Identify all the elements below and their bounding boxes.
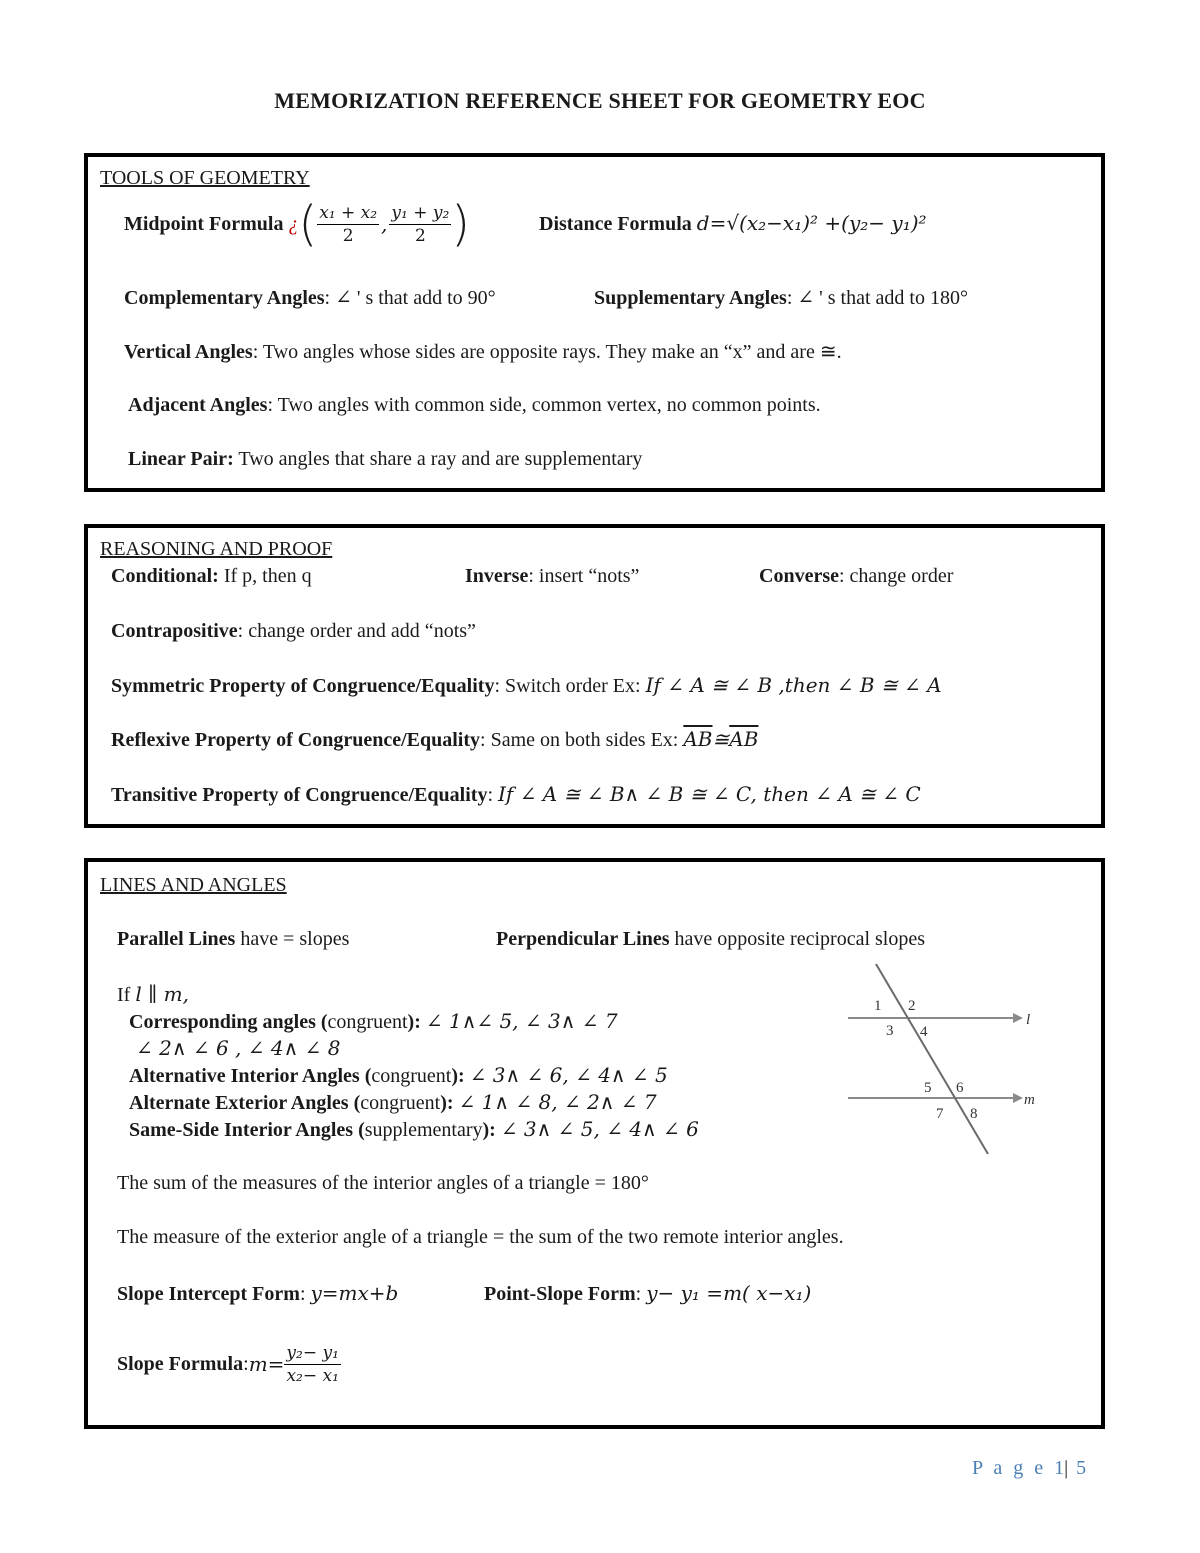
slope-formula-label: Slope Formula: [117, 1352, 244, 1375]
corresponding-paren: congruent: [327, 1011, 408, 1033]
parallel-text: have = slopes: [235, 928, 350, 950]
inverse: [465, 565, 639, 588]
adjacent-text: : Two angles with common side, common vertex, no common points.: [267, 394, 821, 416]
supplementary-label: Supplementary Angles: [594, 287, 787, 309]
slope-denominator: x₂− x₁: [286, 1365, 339, 1386]
vertical-angles: [124, 339, 842, 364]
same-side-interior-angles: [129, 1117, 699, 1142]
transitive-label: Transitive Property of Congruence/Equality: [111, 784, 488, 806]
contrapositive-label: Contrapositive: [111, 620, 238, 642]
midpoint-y-den: 2: [414, 225, 426, 246]
perpendicular-label: Perpendicular Lines: [496, 928, 670, 950]
perpendicular-text: have opposite reciprocal slopes: [669, 928, 925, 950]
reflexive-segment-1: $\overline{AB}$: [683, 727, 713, 751]
symmetric-property: [111, 673, 942, 698]
reflexive-segment-2: $\overline{AB}$: [729, 727, 759, 751]
parallel-lines-transversal-figure: [838, 952, 1036, 1166]
if-parallel: [117, 982, 189, 1007]
adjacent-angles: [128, 394, 821, 417]
transitive-text: :: [487, 784, 499, 806]
alt-interior-label: Alternative Interior Angles (: [129, 1065, 372, 1087]
slope-intercept-form: [117, 1281, 398, 1306]
corresponding-label: Corresponding angles (: [129, 1011, 328, 1033]
linear-pair: [128, 448, 642, 471]
figure-background: [838, 952, 1036, 1166]
vertical-label: Vertical Angles: [124, 341, 253, 363]
corresponding-close: ):: [407, 1011, 421, 1033]
linear-text: Two angles that share a ray and are supplementary: [233, 448, 643, 470]
page-word: P a g e: [972, 1457, 1047, 1479]
complementary-text: : ∠ ' s that add to 90°: [324, 287, 496, 309]
conditional: [111, 565, 312, 588]
page-separator: |: [1064, 1457, 1069, 1479]
page-number: 1: [1054, 1457, 1065, 1479]
slope-numerator: y₂− y₁: [286, 1342, 339, 1363]
figure-label-m: m: [1024, 1092, 1035, 1108]
same-side-math: ∠ 3∧ ∠ 5, ∠ 4∧ ∠ 6: [500, 1117, 699, 1141]
if-text: If: [117, 984, 136, 1006]
same-side-label: Same-Side Interior Angles (: [129, 1119, 365, 1141]
alternate-exterior-angles: [129, 1090, 657, 1115]
supplementary-text: : ∠ ' s that add to 180°: [786, 287, 968, 309]
figure-label-n5: 5: [924, 1080, 932, 1096]
conditional-text: If p, then q: [218, 565, 312, 587]
figure-label-l: l: [1026, 1012, 1031, 1028]
conditional-label: Conditional:: [111, 565, 219, 587]
alt-interior-close: ):: [451, 1065, 465, 1087]
complementary-label: Complementary Angles: [124, 287, 325, 309]
midpoint-glyph: ¿: [288, 212, 299, 235]
figure-label-n4: 4: [920, 1024, 928, 1040]
contrapositive: [111, 620, 476, 643]
symmetric-math: If ∠ A ≅ ∠ B ,then ∠ B ≅ ∠ A: [645, 673, 942, 697]
section-heading: LINES AND ANGLES: [100, 874, 287, 896]
figure-label-n7: 7: [936, 1106, 944, 1122]
midpoint-formula: Midpoint Formula ¿ ( $\frac{\text{x₁ + x₂}}{2}$ , $\frac{\text{y₁ + y₂}}{2}$ ): [124, 196, 471, 252]
transitive-math: If ∠ A ≅ ∠ B∧ ∠ B ≅ ∠ C, then ∠ A ≅ ∠ C: [498, 782, 921, 806]
point-slope-label: Point-Slope Form: [484, 1283, 636, 1305]
adjacent-label: Adjacent Angles: [128, 394, 268, 416]
alt-exterior-paren: congruent: [360, 1092, 441, 1114]
exterior-angle-theorem: The measure of the exterior angle of a triangle = the sum of the two remote interior angles.: [117, 1226, 844, 1248]
parallel-label: Parallel Lines: [117, 928, 236, 950]
alt-exterior-math: ∠ 1∧ ∠ 8, ∠ 2∧ ∠ 7: [458, 1090, 657, 1114]
converse-text: : change order: [838, 565, 954, 587]
complementary-angles: [124, 285, 496, 310]
figure-label-n1: 1: [874, 998, 882, 1014]
converse: [759, 565, 953, 588]
symmetric-text: : Switch order Ex:: [494, 675, 646, 697]
page-title: MEMORIZATION REFERENCE SHEET FOR GEOMETRY EOC: [274, 88, 926, 113]
distance-math: d=√(x₂−x₁)² +(y₂− y₁)²: [696, 211, 927, 235]
slope-intercept-math: y=mx+b: [310, 1281, 399, 1305]
slope-formula-m: m=: [248, 1352, 285, 1376]
reflexive-property: [111, 727, 758, 752]
page-footer: [972, 1457, 1086, 1480]
slope-intercept-text: :: [299, 1283, 311, 1305]
corresponding-angles-cont: [136, 1036, 340, 1061]
midpoint-x-den: 2: [342, 225, 354, 246]
tools-of-geometry-section: [84, 153, 1105, 492]
section-heading: TOOLS OF GEOMETRY: [100, 167, 310, 189]
reflexive-congruent: ≅: [712, 727, 730, 751]
slope-formula: [117, 1334, 341, 1394]
alternative-interior-angles: [129, 1063, 668, 1088]
right-paren: ): [451, 196, 471, 252]
distance-label: Distance Formula: [539, 213, 692, 235]
corresponding-angles: [129, 1009, 618, 1034]
section-heading: REASONING AND PROOF: [100, 538, 333, 560]
reflexive-label: Reflexive Property of Congruence/Equality: [111, 729, 481, 751]
alt-interior-math: ∠ 3∧ ∠ 6, ∠ 4∧ ∠ 5: [469, 1063, 668, 1087]
supplementary-angles: [594, 285, 968, 310]
figure-label-n3: 3: [886, 1023, 894, 1039]
midpoint-x-fraction: [317, 202, 379, 247]
figure-label-n2: 2: [908, 998, 916, 1014]
figure-label-n6: 6: [956, 1080, 964, 1096]
symmetric-label: Symmetric Property of Congruence/Equality: [111, 675, 495, 697]
corresponding-math-1: ∠ 1∧∠ 5, ∠ 3∧ ∠ 7: [425, 1009, 618, 1033]
point-slope-text: :: [635, 1283, 647, 1305]
reasoning-and-proof-section: [84, 524, 1105, 828]
same-side-paren: supplementary: [364, 1119, 483, 1141]
alt-exterior-label: Alternate Exterior Angles (: [129, 1092, 361, 1114]
point-slope-math: y− y₁ =m( x−x₁): [646, 1281, 812, 1305]
triangle-sum: The sum of the measures of the interior angles of a triangle = 180°: [117, 1172, 649, 1194]
corresponding-math-2: ∠ 2∧ ∠ 6 , ∠ 4∧ ∠ 8: [136, 1036, 341, 1060]
midpoint-x-num: x₁ + x₂: [319, 202, 378, 223]
inverse-label: Inverse: [465, 565, 529, 587]
slope-formula-text: :: [243, 1352, 249, 1375]
contrapositive-text: : change order and add “nots”: [237, 620, 476, 642]
point-slope-form: [484, 1281, 811, 1306]
transitive-property: [111, 782, 921, 807]
parallel-lines: [117, 928, 349, 951]
reflexive-text: : Same on both sides Ex:: [480, 729, 684, 751]
alt-exterior-close: ):: [440, 1092, 454, 1114]
converse-label: Converse: [759, 565, 839, 587]
vertical-text: : Two angles whose sides are opposite rays. They make an “x” and are ≅.: [252, 341, 842, 363]
same-side-close: ):: [482, 1119, 496, 1141]
linear-label: Linear Pair:: [128, 448, 234, 470]
alt-interior-paren: congruent: [371, 1065, 452, 1087]
distance-formula: [539, 211, 927, 236]
page-total: 5: [1076, 1457, 1087, 1479]
slope-intercept-label: Slope Intercept Form: [117, 1283, 300, 1305]
midpoint-y-num: y₁ + y₂: [391, 202, 450, 223]
perpendicular-lines: [496, 928, 925, 951]
if-math: l ∥ m,: [135, 982, 189, 1006]
midpoint-label: Midpoint Formula: [124, 212, 284, 235]
slope-fraction: [284, 1342, 341, 1387]
midpoint-y-fraction: [389, 202, 451, 247]
inverse-text: : insert “nots”: [528, 565, 640, 587]
left-paren: (: [298, 196, 318, 252]
figure-label-n8: 8: [970, 1106, 978, 1122]
